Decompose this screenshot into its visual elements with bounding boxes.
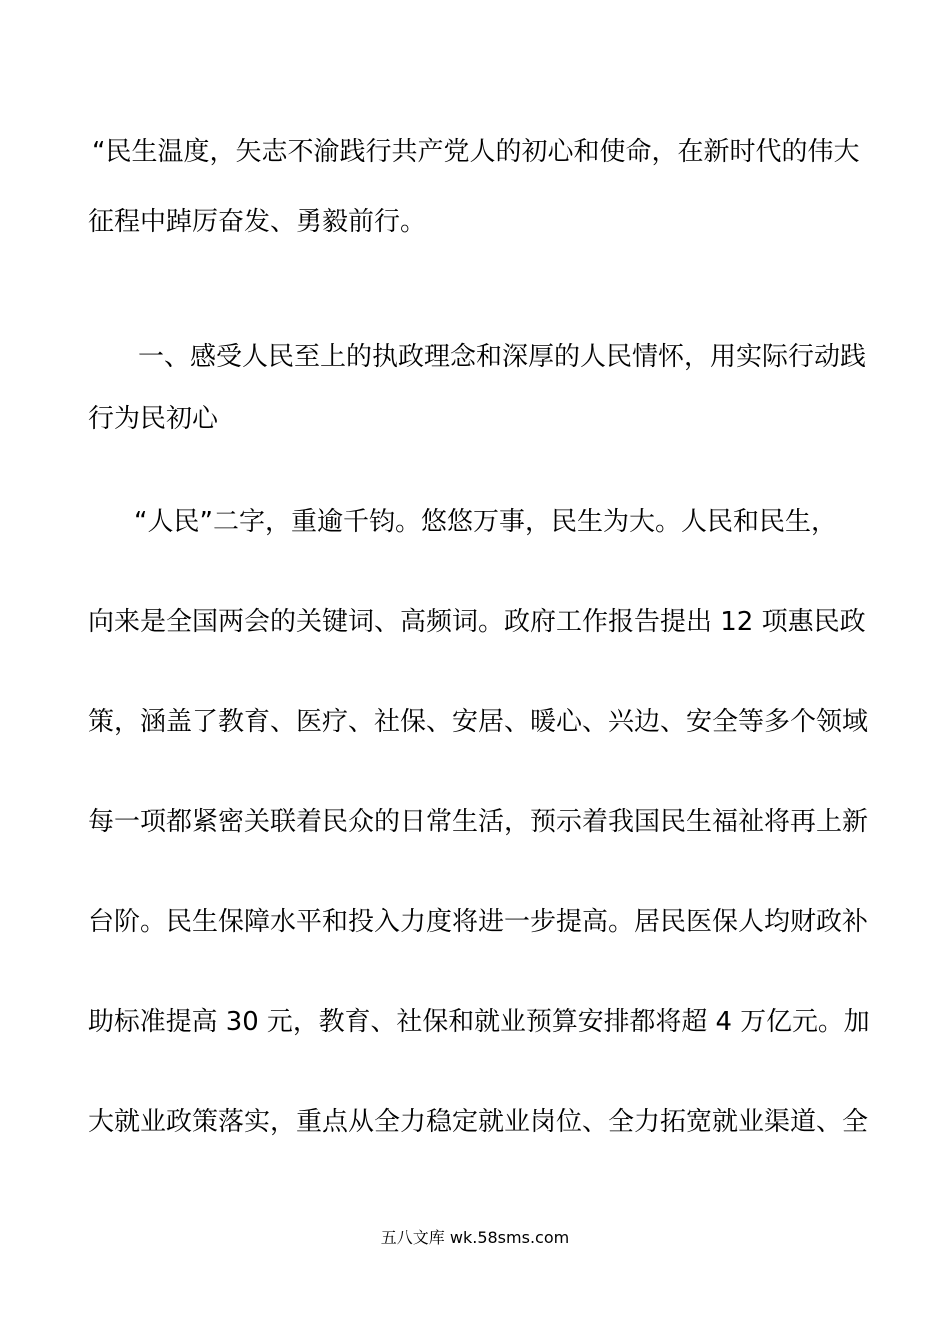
section-heading-line: 一、感受人民至上的执政理念和深厚的人民情怀，用实际行动践 (138, 342, 867, 372)
body-text-line: “人民”二字，重逾千钧。悠悠万事，民生为大。人民和民生， (134, 507, 837, 537)
section-heading-line: 行为民初心 (88, 404, 219, 434)
page-footer: 五八文库 wk.58sms.com (380, 1228, 570, 1247)
body-text-line: 征程中踔厉奋发、勇毅前行。 (88, 207, 427, 237)
body-text-line: 策，涵盖了教育、医疗、社保、安居、暖心、兴边、安全等多个领域 (88, 707, 869, 737)
body-text-line: 助标准提高 30 元，教育、社保和就业预算安排都将超 4 万亿元。加 (88, 1007, 870, 1037)
body-text-line: 台阶。民生保障水平和投入力度将进一步提高。居民医保人均财政补 (88, 907, 869, 937)
body-text-line: “民生温度，矢志不渝践行共产党人的初心和使命，在新时代的伟大 (92, 137, 860, 167)
body-text-line: 向来是全国两会的关键词、高频词。政府工作报告提出 12 项惠民政 (88, 607, 866, 637)
body-text-line: 每一项都紧密关联着民众的日常生活，预示着我国民生福祉将再上新 (88, 807, 869, 837)
body-text-line: 大就业政策落实，重点从全力稳定就业岗位、全力拓宽就业渠道、全 (88, 1107, 869, 1137)
